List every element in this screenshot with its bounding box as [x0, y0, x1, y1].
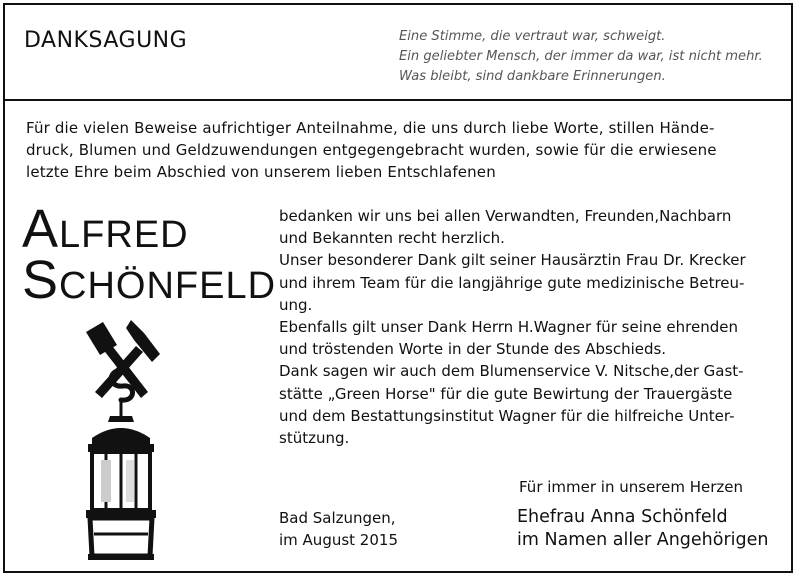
body-line: und Bekannten recht herzlich. [279, 229, 505, 248]
motto: Für immer in unserem Herzen [519, 478, 744, 496]
body-line: und dem Bestattungsinstitut Wagner für die hilfreiche Unter- [279, 406, 735, 425]
divider [5, 99, 791, 101]
signer-line: Ehefrau Anna Schönfeld [517, 507, 728, 527]
body-line: und ihrem Team für die langjährige gute medizinische Betreu- [279, 273, 745, 292]
first-name-initial: A [22, 199, 60, 259]
quote-line: Eine Stimme, die vertraut war, schweigt. [399, 29, 666, 44]
first-name-rest: LFRED [59, 214, 189, 256]
body-line: und tröstenden Worte in der Stunde des Abschieds. [279, 340, 667, 359]
quote-line: Ein geliebter Mensch, der immer da war, ist nicht mehr. [399, 49, 763, 64]
intro-line: Für die vielen Beweise aufrichtiger Anteilnahme, die uns durch liebe Worte, stillen Hände- [26, 119, 715, 137]
place-line: Bad Salzungen, [279, 509, 396, 527]
deceased-first-name [22, 199, 189, 259]
body-line: Dank sagen wir auch dem Blumenservice V. Nitsche,der Gast- [279, 362, 744, 381]
body-line: Unser besonderer Dank gilt seiner Hausärztin Frau Dr. Krecker [279, 251, 746, 270]
body-line: Ebenfalls gilt unser Dank Herrn H.Wagner für seine ehrenden [279, 318, 738, 337]
deceased-last-name [22, 250, 277, 310]
place-and-date [279, 507, 398, 551]
signer-line: im Namen aller Angehörigen [517, 530, 769, 550]
signers [517, 506, 769, 552]
thanks-body [279, 205, 774, 449]
last-name-initial: S [22, 250, 60, 310]
date-line: im August 2015 [279, 531, 398, 549]
notice-heading: DANKSAGUNG [24, 28, 188, 53]
intro-line: druck, Blumen und Geldzuwendungen entgegengebracht wurden, sowie für die erwiesene [26, 141, 717, 159]
body-line: bedanken wir uns bei allen Verwandten, Freunden,Nachbarn [279, 207, 732, 225]
body-line: ung. [279, 295, 313, 314]
memorial-quote [399, 27, 789, 87]
quote-line: Was bleibt, sind dankbare Erinnerungen. [399, 69, 666, 84]
body-line: stätte „Green Horse" für die gute Bewirtung der Trauergäste [279, 384, 733, 403]
intro-line: letzte Ehre beim Abschied von unserem lieben Entschlafenen [26, 163, 496, 181]
last-name-rest: CHÖNFELD [59, 265, 277, 307]
miners-lamp-hammer-pick-icon [66, 320, 176, 565]
body-line: stützung. [279, 429, 350, 448]
intro-paragraph [26, 117, 774, 183]
